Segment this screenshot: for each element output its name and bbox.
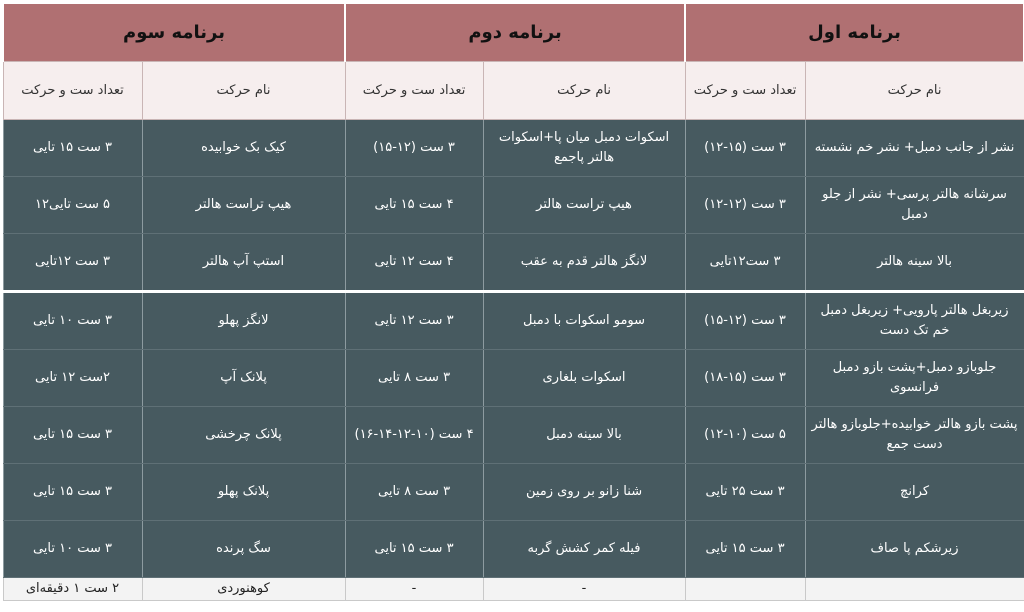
table-row [3, 464, 1024, 521]
p1-move-cell: پشت بازو هالتر خوابیده+جلوبازو هالتر دست جمع [805, 407, 1024, 464]
p2-sets-cell: ۳ ست ۱۲ تایی [345, 292, 483, 350]
p3-sets-cell: ۳ ست ۱۰ تایی [3, 292, 142, 350]
p3-move-cell: کوهنوردی [142, 578, 345, 601]
p1-move-cell: سرشانه هالتر پرسی+ نشر از جلو دمبل [805, 177, 1024, 234]
p2-col-sets: تعداد ست و حرکت [345, 62, 483, 120]
p2-move-cell: سومو اسکوات با دمبل [483, 292, 685, 350]
p1-sets-cell: ۳ ست (۱۲-۱۵) [685, 292, 805, 350]
p2-move-cell: فیله کمر کشش گربه [483, 521, 685, 578]
p1-sets-cell: ۳ ست (۱۵-۱۸) [685, 350, 805, 407]
p3-sets-cell: ۲ست ۱۲ تایی [3, 350, 142, 407]
p1-col-move: نام حرکت [805, 62, 1024, 120]
table-row [3, 177, 1024, 234]
p1-move-cell: زیربغل هالتر پارویی+ زیربغل دمبل خم تک دست [805, 292, 1024, 350]
p2-sets-cell: ۴ ست ۱۵ تایی [345, 177, 483, 234]
p3-col-move: نام حرکت [142, 62, 345, 120]
p3-col-sets: تعداد ست و حرکت [3, 62, 142, 120]
p2-sets-cell: - [345, 578, 483, 601]
p3-move-cell: استپ آپ هالتر [142, 234, 345, 292]
p2-col-move: نام حرکت [483, 62, 685, 120]
p2-sets-cell: ۴ ست (۱۰-۱۲-۱۴-۱۶) [345, 407, 483, 464]
p2-move-cell: شنا زانو بر روی زمین [483, 464, 685, 521]
p1-move-cell: کرانچ [805, 464, 1024, 521]
p1-move-cell: بالا سینه هالتر [805, 234, 1024, 292]
table-row [3, 292, 1024, 350]
p3-sets-cell: ۲ ست ۱ دقیقه‌ای [3, 578, 142, 601]
program-3-title: برنامه سوم [3, 4, 345, 62]
p1-sets-cell: ۳ ست۱۲تایی [685, 234, 805, 292]
p1-move-cell [805, 578, 1024, 601]
p3-sets-cell: ۳ ست ۱۵ تایی [3, 407, 142, 464]
p1-sets-cell: ۳ ست ۲۵ تایی [685, 464, 805, 521]
p2-sets-cell: ۳ ست ۱۵ تایی [345, 521, 483, 578]
p3-sets-cell: ۳ ست ۱۵ تایی [3, 120, 142, 177]
p3-move-cell: هیپ تراست هالتر [142, 177, 345, 234]
p1-sets-cell: ۵ ست (۱۰-۱۲) [685, 407, 805, 464]
p2-move-cell: اسکوات دمبل میان پا+اسکوات هالتر پاجمع [483, 120, 685, 177]
p1-sets-cell: ۳ ست (۱۲-۱۲) [685, 177, 805, 234]
p3-sets-cell: ۳ ست ۱۵ تایی [3, 464, 142, 521]
table-row [3, 350, 1024, 407]
table-row-last [3, 578, 1024, 601]
p3-move-cell: پلانک چرخشی [142, 407, 345, 464]
column-header-row [3, 62, 1024, 120]
p3-move-cell: کیک بک خوابیده [142, 120, 345, 177]
p2-move-cell: لانگز هالتر قدم به عقب [483, 234, 685, 292]
p2-move-cell: هیپ تراست هالتر [483, 177, 685, 234]
table-row [3, 521, 1024, 578]
p3-sets-cell: ۵ ست تایی۱۲ [3, 177, 142, 234]
program-header-row [3, 4, 1024, 62]
p2-move-cell: - [483, 578, 685, 601]
program-1-title: برنامه اول [685, 4, 1024, 62]
p2-move-cell: اسکوات بلغاری [483, 350, 685, 407]
p2-sets-cell: ۳ ست (۱۲-۱۵) [345, 120, 483, 177]
p2-sets-cell: ۳ ست ۸ تایی [345, 464, 483, 521]
p2-move-cell: بالا سینه دمبل [483, 407, 685, 464]
table-row [3, 407, 1024, 464]
p1-move-cell: زیرشکم پا صاف [805, 521, 1024, 578]
table-row [3, 234, 1024, 292]
p1-sets-cell: ۳ ست (۱۵-۱۲) [685, 120, 805, 177]
workout-table [2, 4, 1024, 601]
p1-move-cell: جلوبازو دمبل+پشت بازو دمبل فرانسوی [805, 350, 1024, 407]
p3-sets-cell: ۳ ست ۱۲تایی [3, 234, 142, 292]
p3-move-cell: پلانک پهلو [142, 464, 345, 521]
p3-move-cell: لانگز پهلو [142, 292, 345, 350]
p1-sets-cell: ۳ ست ۱۵ تایی [685, 521, 805, 578]
p2-sets-cell: ۳ ست ۸ تایی [345, 350, 483, 407]
p3-move-cell: پلانک آپ [142, 350, 345, 407]
p1-move-cell: نشر از جانب دمبل+ نشر خم نشسته [805, 120, 1024, 177]
p3-move-cell: سگ پرنده [142, 521, 345, 578]
p2-sets-cell: ۴ ست ۱۲ تایی [345, 234, 483, 292]
p1-col-sets: تعداد ست و حرکت [685, 62, 805, 120]
p3-sets-cell: ۳ ست ۱۰ تایی [3, 521, 142, 578]
p1-sets-cell [685, 578, 805, 601]
program-2-title: برنامه دوم [345, 4, 685, 62]
table-row [3, 120, 1024, 177]
